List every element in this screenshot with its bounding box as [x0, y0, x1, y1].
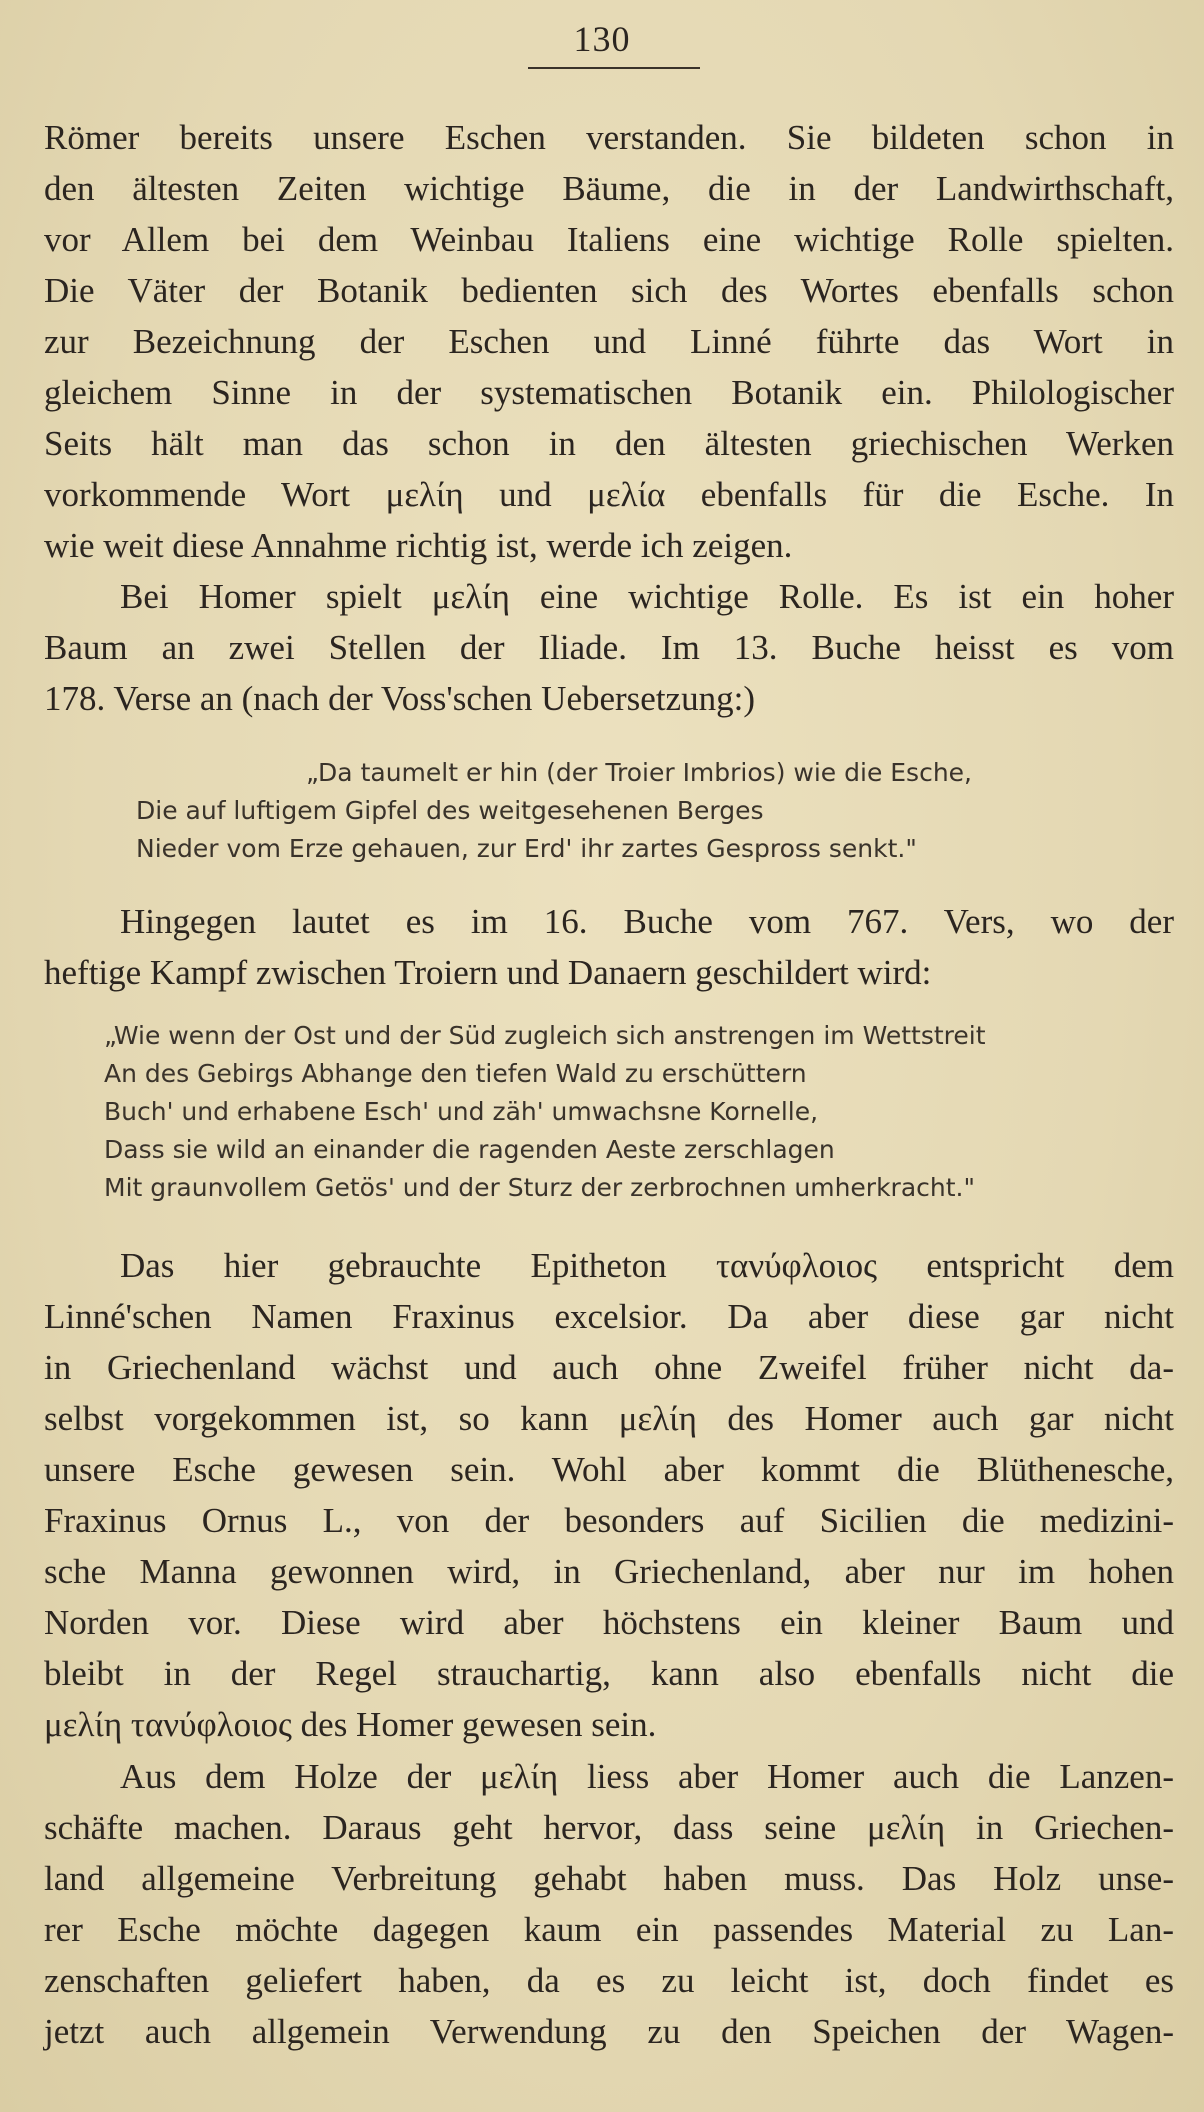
- text-line: heftige Kampf zwischen Troiern und Danaern geschildert wird:: [44, 953, 932, 992]
- quote-line: Buch' und erhabene Esch' und zäh' umwachsne Kornelle,: [104, 1097, 819, 1126]
- verse-quote-1: [136, 754, 972, 868]
- text-line: Bei Homer spielt μελίη eine wichtige Rolle. Es ist ein hoher: [120, 577, 1174, 616]
- text-line: rer Esche möchte dagegen kaum ein passendes Material zu Lan-: [44, 1910, 1174, 1949]
- text-line: den ältesten Zeiten wichtige Bäume, die in der Landwirthschaft,: [44, 169, 1174, 208]
- text-line: selbst vorgekommen ist, so kann μελίη des Homer auch gar nicht: [44, 1399, 1174, 1438]
- text-line: schäfte machen. Daraus geht hervor, dass seine μελίη in Griechen-: [44, 1808, 1174, 1847]
- quote-line: Mit graunvollem Getös' und der Sturz der zerbrochnen umherkracht.": [104, 1173, 975, 1202]
- text-line: bleibt in der Regel strauchartig, kann also ebenfalls nicht die: [44, 1654, 1174, 1693]
- text-line: Das hier gebrauchte Epitheton τανύφλοιος entspricht dem: [120, 1246, 1174, 1285]
- paragraph-1: [44, 112, 1174, 571]
- text-line: land allgemeine Verbreitung gehabt haben muss. Das Holz unse-: [44, 1859, 1174, 1898]
- text-line: vor Allem bei dem Weinbau Italiens eine wichtige Rolle spielten.: [44, 220, 1174, 259]
- quote-line: „Da taumelt er hin (der Troier Imbrios) wie die Esche,: [306, 758, 973, 787]
- text-line: gleichem Sinne in der systematischen Botanik ein. Philologischer: [44, 373, 1174, 412]
- text-line: Baum an zwei Stellen der Iliade. Im 13. Buche heisst es vom: [44, 628, 1174, 667]
- text-line: Die Väter der Botanik bedienten sich des Wortes ebenfalls schon: [44, 271, 1174, 310]
- quote-line: Die auf luftigem Gipfel des weitgesehenen Berges: [136, 796, 764, 825]
- page-number: 130: [573, 19, 631, 59]
- paragraph-5: [44, 1751, 1174, 2057]
- page-number-rule: [528, 67, 700, 69]
- text-line: μελίη τανύφλοιος des Homer gewesen sein.: [44, 1705, 657, 1744]
- quote-line: Dass sie wild an einander die ragenden Aeste zerschlagen: [104, 1135, 835, 1164]
- text-line: zenschaften geliefert haben, da es zu leicht ist, doch findet es: [44, 1961, 1174, 2000]
- text-line: Aus dem Holze der μελίη liess aber Homer auch die Lanzen-: [120, 1757, 1174, 1796]
- text-line: sche Manna gewonnen wird, in Griechenland, aber nur im hohen: [44, 1552, 1174, 1591]
- text-line: Seits hält man das schon in den ältesten griechischen Werken: [44, 424, 1174, 463]
- text-line: Norden vor. Diese wird aber höchstens ein kleiner Baum und: [44, 1603, 1174, 1642]
- text-line: 178. Verse an (nach der Voss'schen Uebersetzung:): [44, 679, 755, 718]
- text-line: Römer bereits unsere Eschen verstanden. Sie bildeten schon in: [44, 118, 1174, 157]
- quote-line: An des Gebirgs Abhange den tiefen Wald zu erschüttern: [104, 1059, 807, 1088]
- paragraph-2: [44, 571, 1174, 724]
- text-line: vorkommende Wort μελίη und μελία ebenfalls für die Esche. In: [44, 475, 1174, 514]
- text-line: Fraxinus Ornus L., von der besonders auf Sicilien die medizini-: [44, 1501, 1174, 1540]
- text-line: in Griechenland wächst und auch ohne Zweifel früher nicht da-: [44, 1348, 1174, 1387]
- text-line: unsere Esche gewesen sein. Wohl aber kommt die Blüthenesche,: [44, 1450, 1174, 1489]
- text-line: zur Bezeichnung der Eschen und Linné führte das Wort in: [44, 322, 1174, 361]
- text-line: wie weit diese Annahme richtig ist, werde ich zeigen.: [44, 526, 793, 565]
- quote-line: Nieder vom Erze gehauen, zur Erd' ihr zartes Gespross senkt.": [136, 834, 917, 863]
- quote-line: „Wie wenn der Ost und der Süd zugleich sich anstrengen im Wettstreit: [104, 1021, 986, 1050]
- paragraph-4: [44, 1240, 1174, 1750]
- paragraph-3: [44, 896, 1174, 998]
- verse-quote-2: [104, 1017, 986, 1207]
- text-line: Linné'schen Namen Fraxinus excelsior. Da aber diese gar nicht: [44, 1297, 1174, 1336]
- text-line: jetzt auch allgemein Verwendung zu den Speichen der Wagen-: [44, 2012, 1174, 2051]
- text-line: Hingegen lautet es im 16. Buche vom 767. Vers, wo der: [120, 902, 1174, 941]
